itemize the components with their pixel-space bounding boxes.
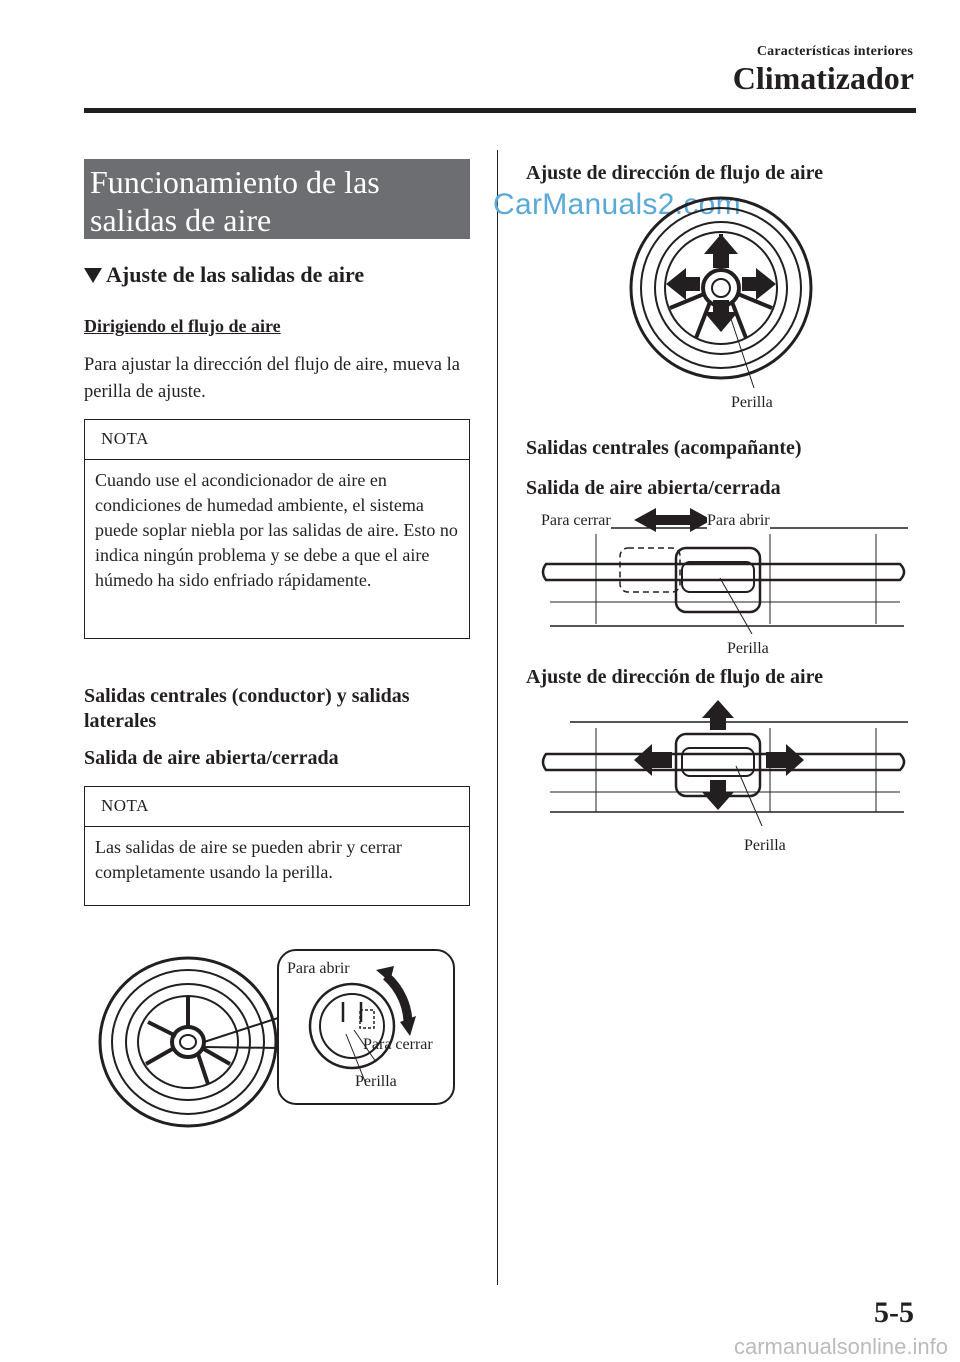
label-knob: Perilla <box>731 394 773 411</box>
driver-outlets-heading: Salidas centrales (conductor) y salidas laterales <box>84 685 410 732</box>
label-open: Para abrir <box>287 960 350 977</box>
nota-box-1 <box>84 419 470 639</box>
section-subtitle: Características interiores <box>756 44 913 59</box>
nota-label: NOTA <box>85 787 469 827</box>
open-closed-heading-left: Salida de aire abierta/cerrada <box>84 747 339 769</box>
header-rule <box>84 108 916 113</box>
triangle-bullet-icon <box>84 268 102 283</box>
passenger-outlets-heading: Salidas centrales (acompañante) <box>526 437 802 459</box>
label-knob: Perilla <box>727 640 769 657</box>
label-close: Para cerrar <box>363 1036 433 1053</box>
label-close: Para cerrar <box>541 512 611 529</box>
footer-site: carmanualsonline.info <box>733 1334 948 1359</box>
nota-text: Cuando use el acondicionador de aire en condiciones de humedad ambiente, el sistema puede soplar niebla por las salidas de aire. Esto no indica ningún problema y se debe a que el aire húmedo ha sido enfriado rápidamente. <box>95 470 458 590</box>
directing-text: Para ajustar la dirección del flujo de aire, mueva la perilla de ajuste. <box>84 355 460 402</box>
column-divider <box>497 150 498 1285</box>
label-knob: Perilla <box>744 837 786 854</box>
airflow-heading-2: Ajuste de dirección de flujo de aire <box>526 666 824 688</box>
label-knob: Perilla <box>355 1073 397 1090</box>
section-title: Climatizador <box>732 60 914 96</box>
bar-vent-direction-figure <box>540 700 910 830</box>
subsection-title: Ajuste de las salidas de aire <box>106 262 365 287</box>
nota-label: NOTA <box>85 420 469 460</box>
section-banner: Funcionamiento de las salidas de aire <box>84 159 470 239</box>
label-open: Para abrir <box>707 512 770 529</box>
nota-box-2 <box>84 786 470 906</box>
page-number: 5-5 <box>874 1296 914 1329</box>
directing-heading: Dirigiendo el flujo de aire <box>84 316 281 336</box>
airflow-heading-1: Ajuste de dirección de flujo de aire <box>526 162 824 184</box>
nota-text: Las salidas de aire se pueden abrir y cerrar completamente usando la perilla. <box>95 837 402 882</box>
subsection-heading <box>84 262 364 288</box>
watermark: CarManuals2.com <box>493 188 741 221</box>
round-vent-direction-figure <box>626 204 816 394</box>
open-closed-heading-right: Salida de aire abierta/cerrada <box>526 477 781 499</box>
